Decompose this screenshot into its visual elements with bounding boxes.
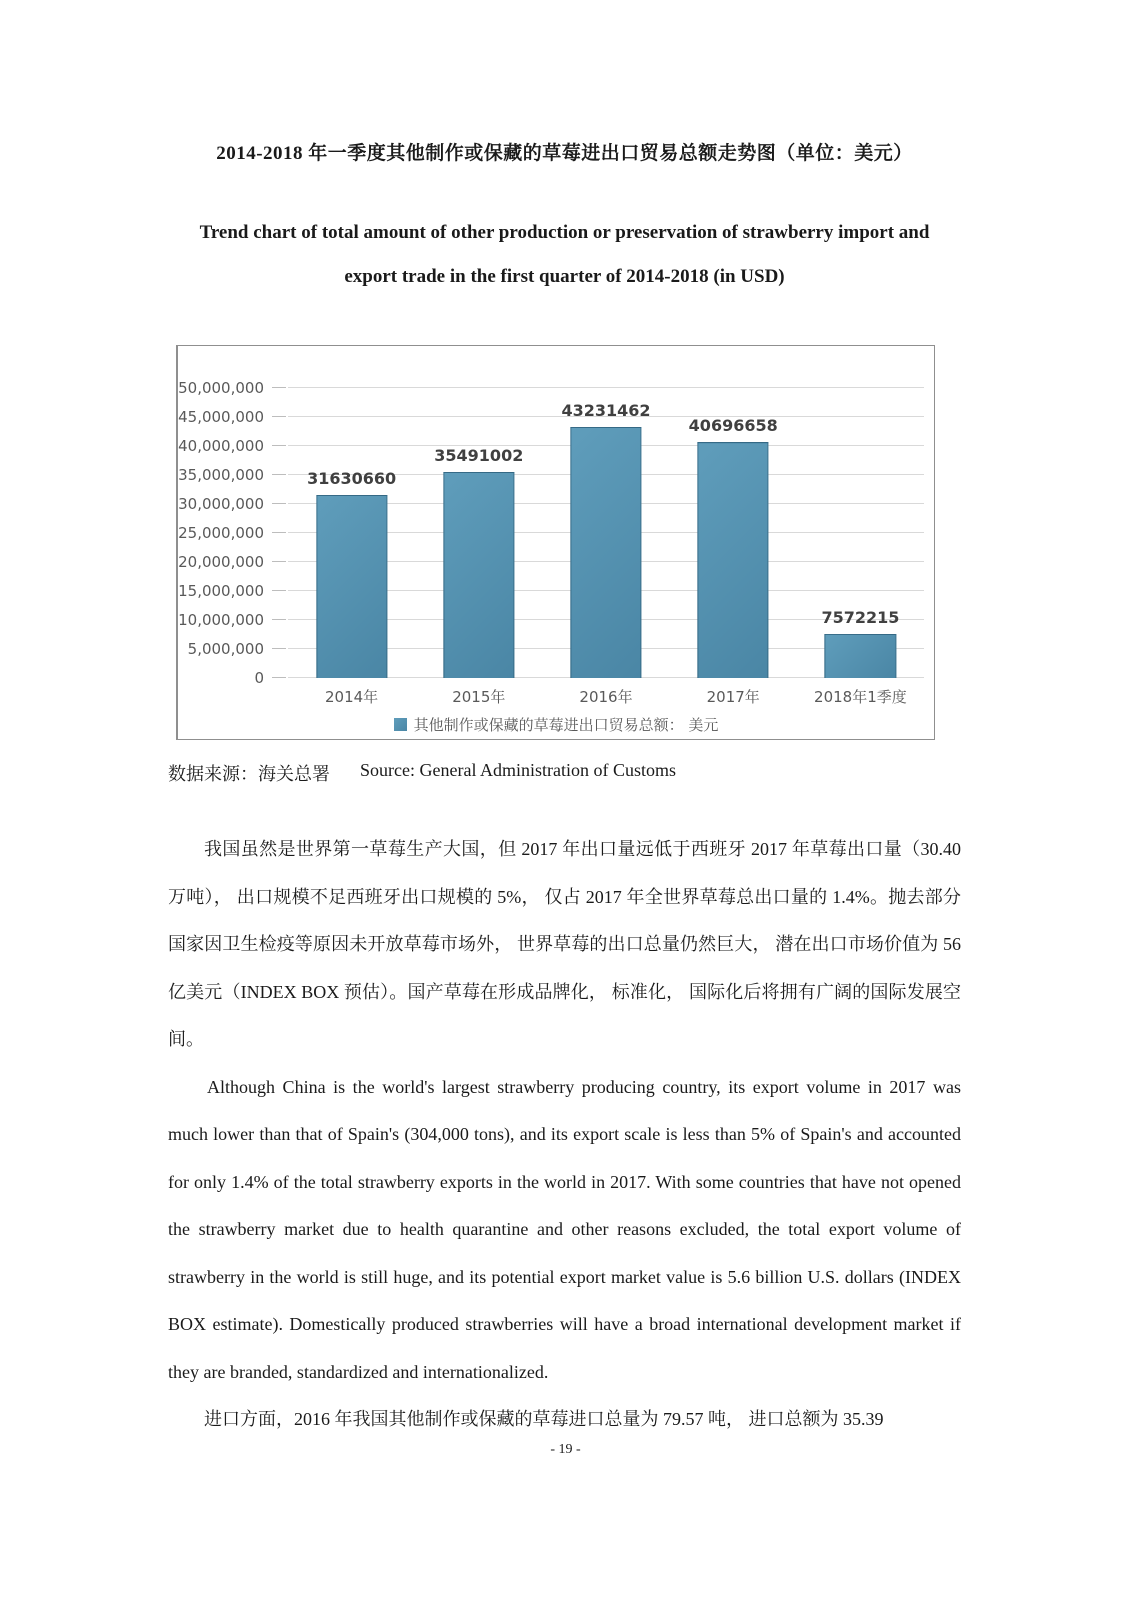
y-tick-mark <box>272 503 286 504</box>
bar <box>698 442 769 678</box>
page-number: - 19 - <box>550 1442 581 1457</box>
bar-value-label: 7572215 <box>821 608 900 628</box>
bar-value-label: 43231462 <box>561 401 651 421</box>
y-tick-mark <box>272 648 286 649</box>
x-tick-label: 2017年 <box>706 688 760 706</box>
legend-label: 其他制作或保藏的草莓进出口贸易总额： 美元 <box>413 716 719 734</box>
y-tick-label: 30,000,000 <box>178 495 264 513</box>
y-tick-label: 25,000,000 <box>178 524 264 542</box>
y-tick-mark <box>272 677 286 678</box>
y-tick-label: 0 <box>254 669 264 687</box>
x-tick-label: 2015年 <box>452 688 506 706</box>
paragraph-english: Although China is the world's largest strawberry producing country, its export volume in 2017 was much lower than that of Spain's (304,000 tons), and its export scale is less than 5% of Spain's and accounted for only 1.4% of the total strawberry exports in the world in 2017. With some countries that have not opened the strawberry market due to health quarantine and other reasons excluded, the total export volume of strawberry in the world is still huge, and its potential export market value is 5.6 billion U.S. dollars (INDEX BOX estimate). Domestically produced strawberries will have a broad international development market if they are branded, standardized and internationalized. <box>168 1076 961 1382</box>
chart-legend <box>178 714 934 735</box>
source-english: Source: General Administration of Customs <box>360 760 676 780</box>
source-line <box>168 760 961 786</box>
x-tick-label: 2018年1季度 <box>814 688 907 706</box>
title-english-line1: Trend chart of total amount of other production or preservation of strawberry import and <box>199 222 930 243</box>
bar <box>570 427 641 678</box>
title-english <box>168 211 961 299</box>
y-tick-label: 10,000,000 <box>178 611 264 629</box>
source-chinese: 数据来源：海关总署 <box>168 764 330 784</box>
y-tick-mark <box>272 590 286 591</box>
x-axis-labels <box>288 686 924 707</box>
y-tick-label: 35,000,000 <box>178 466 264 484</box>
bar-value-label: 31630660 <box>307 468 397 488</box>
paragraph-chinese-2: 进口方面，2016 年我国其他制作或保藏的草莓进口总量为 79.57 吨， 进口总额为 35.39 <box>204 1409 884 1429</box>
y-tick-label: 40,000,000 <box>178 437 264 455</box>
y-tick-label: 20,000,000 <box>178 553 264 571</box>
x-tick-label: 2016年 <box>579 688 633 706</box>
bar-value-label: 35491002 <box>434 446 524 466</box>
title-chinese: 2014-2018 年一季度其他制作或保藏的草莓进出口贸易总额走势图（单位：美元） <box>216 143 913 164</box>
bar-value-label: 40696658 <box>688 415 778 435</box>
bar <box>316 495 387 678</box>
y-tick-label: 50,000,000 <box>178 379 264 397</box>
bar-column <box>797 388 924 678</box>
y-tick-mark <box>272 561 286 562</box>
y-tick-label: 45,000,000 <box>178 408 264 426</box>
bar <box>443 472 514 678</box>
bar-column <box>288 388 415 678</box>
y-tick-label: 15,000,000 <box>178 582 264 600</box>
paragraph-chinese: 我国虽然是世界第一草莓生产大国，但 2017 年出口量远低于西班牙 2017 年草莓出口量（30.40 万吨）， 出口规模不足西班牙出口规模的 5%， 仅占 2017 年全世界草莓总出口量的 1.4%。抛去部分国家因卫生检疫等原因未开放草莓市场外， 世界草莓的出口总量仍然巨大， 潜在出口市场价值为 56 亿美元（INDEX BOX 预估）。国产草莓在形成品牌化， 标准化， 国际化后将拥有广阔的国际发展空间。 <box>168 839 961 1049</box>
bar-chart <box>176 345 935 740</box>
x-tick-label: 2014年 <box>325 688 379 706</box>
bar-column <box>670 388 797 678</box>
bar-column <box>542 388 669 678</box>
y-tick-label: 5,000,000 <box>187 640 264 658</box>
y-tick-mark <box>272 474 286 475</box>
bar-column <box>415 388 542 678</box>
plot-area <box>178 379 924 687</box>
bars-row <box>288 388 924 678</box>
title-english-line2: export trade in the first quarter of 2014-2018 (in USD) <box>344 266 785 287</box>
y-tick-mark <box>272 619 286 620</box>
y-tick-mark <box>272 445 286 446</box>
legend-marker-icon <box>394 718 407 731</box>
bar <box>825 634 896 678</box>
y-tick-mark <box>272 387 286 388</box>
y-tick-mark <box>272 532 286 533</box>
y-tick-mark <box>272 416 286 417</box>
